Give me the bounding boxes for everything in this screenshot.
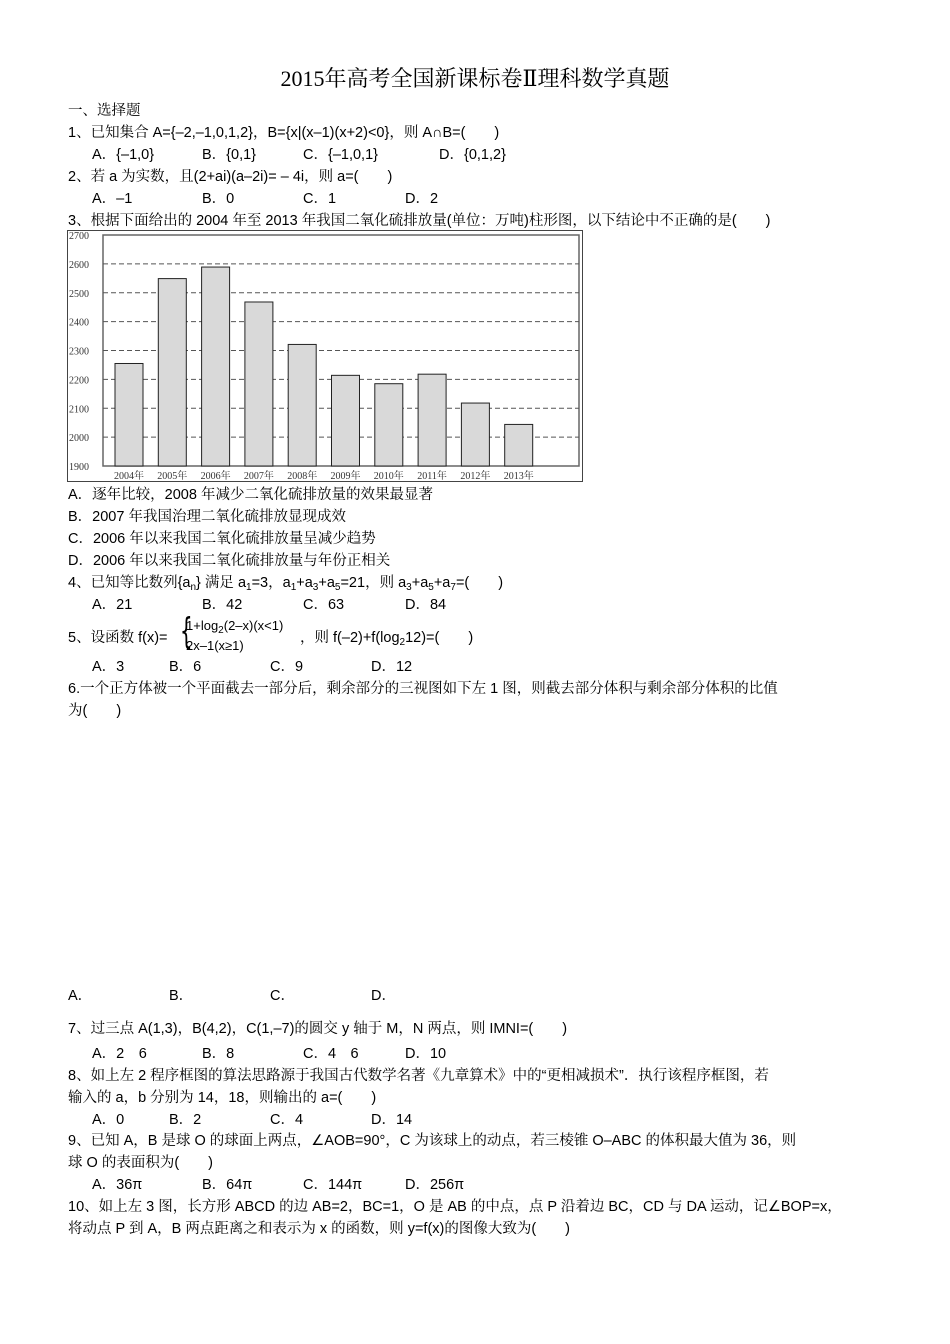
question-5-rest: ，则 $f(-2)+f(\log_212)=$( ) bbox=[300, 630, 474, 648]
q6-option-b: B． bbox=[169, 988, 194, 1004]
q3-option-b: B．2007 年我国治理二氧化硫排放显现成效 bbox=[68, 509, 346, 525]
question-5-prefix: 5、设函数 f(x)= bbox=[68, 630, 168, 646]
q1-option-a: A．{–1,0} bbox=[92, 147, 155, 163]
so2-bar-chart bbox=[67, 230, 583, 482]
q1-option-c: C．{–1,0,1} bbox=[303, 147, 378, 163]
q8-option-d: D．14 bbox=[371, 1112, 413, 1128]
q1-option-d: D．{0,1,2} bbox=[439, 147, 506, 163]
bar-2009年 bbox=[332, 375, 360, 466]
bar-2013年 bbox=[505, 424, 533, 466]
q9-option-d: D．256π bbox=[405, 1177, 465, 1193]
x-tick-label: 2005年 bbox=[157, 471, 188, 482]
y-tick-label: 2500 bbox=[69, 288, 89, 300]
question-4: 4、已知等比数列$\{a_n\}$ 满足 $a_1=3$，$a_1+a_3+a_5=21$，则 $a_3+a_5+a_7=$( ) bbox=[68, 575, 504, 593]
piecewise-brace: { bbox=[180, 611, 193, 652]
y-tick-label: 2000 bbox=[69, 433, 89, 445]
y-tick-label: 2200 bbox=[69, 375, 89, 387]
question-8-line-1: 8、如上左 2 程序框图的算法思路源于我国古代数学名著《九章算术》中的“更相减损术”．执行该程序框图，若 bbox=[68, 1068, 769, 1084]
q8-option-b: B．2 bbox=[169, 1112, 202, 1128]
q1-option-b: B．{0,1} bbox=[202, 147, 257, 163]
q5-option-a: A．3 bbox=[92, 659, 125, 675]
bar-2012年 bbox=[461, 403, 489, 466]
q6-option-d: D． bbox=[371, 988, 396, 1004]
bar-2004年 bbox=[115, 363, 143, 466]
q4-option-b: B．42 bbox=[202, 597, 243, 613]
q2-option-a: A．–1 bbox=[92, 191, 133, 207]
question-9-line-2: 球 O 的表面积为( ) bbox=[68, 1155, 213, 1171]
bar-2007年 bbox=[245, 302, 273, 466]
q4-option-d: D．84 bbox=[405, 597, 447, 613]
x-tick-label: 2007年 bbox=[243, 471, 274, 482]
y-tick-label: 2100 bbox=[69, 404, 89, 416]
y-tick-label: 1900 bbox=[69, 462, 89, 473]
q8-option-c: C．4 bbox=[270, 1112, 304, 1128]
q9-option-b: B．64π bbox=[202, 1177, 253, 1193]
question-1: 1、已知集合 A={–2,–1,0,1,2}，B={x|(x–1)(x+2)<0}，则 A∩B=( ) bbox=[68, 125, 500, 141]
q2-option-d: D．2 bbox=[405, 191, 439, 207]
y-tick-label: 2600 bbox=[69, 259, 89, 271]
q3-option-d: D．2006 年以来我国二氧化硫排放量与年份正相关 bbox=[68, 553, 391, 569]
q5-piece-2: 2x–1(x≥1) bbox=[186, 638, 244, 653]
q5-option-d: D．12 bbox=[371, 659, 413, 675]
q2-option-c: C．1 bbox=[303, 191, 337, 207]
x-tick-label: 2012年 bbox=[460, 471, 491, 482]
q6-option-c: C． bbox=[270, 988, 295, 1004]
x-tick-label: 2010年 bbox=[373, 471, 404, 482]
q7-option-c: C．4 6 bbox=[303, 1046, 359, 1062]
q7-option-d: D．10 bbox=[405, 1046, 447, 1062]
x-tick-label: 2006年 bbox=[200, 471, 231, 482]
x-tick-label: 2013年 bbox=[503, 471, 534, 482]
question-7: 7、过三点 A(1,3)，B(4,2)，C(1,–7)的圆交 y 轴于 M，N 两点，则 IMNI=( ) bbox=[68, 1021, 568, 1037]
q7-option-b: B．8 bbox=[202, 1046, 235, 1062]
question-2: 2、若 a 为实数，且(2+ai)(a–2i)= – 4i，则 a=( ) bbox=[68, 169, 393, 185]
q7-option-a: A．2 6 bbox=[92, 1046, 147, 1062]
bar-2010年 bbox=[375, 384, 403, 466]
q4-option-c: C．63 bbox=[303, 597, 345, 613]
x-tick-label: 2009年 bbox=[330, 471, 361, 482]
question-10-line-2: 将动点 P 到 A，B 两点距离之和表示为 x 的函数，则 y=f(x)的图像大致为( ) bbox=[68, 1221, 571, 1237]
question-8-line-2: 输入的 a，b 分别为 14，18，则输出的 a=( ) bbox=[68, 1090, 377, 1106]
q5-option-c: C．9 bbox=[270, 659, 304, 675]
bar-2011年 bbox=[418, 374, 446, 466]
q6-option-a: A． bbox=[68, 988, 93, 1004]
q2-option-b: B．0 bbox=[202, 191, 235, 207]
bar-2006年 bbox=[202, 267, 230, 466]
question-9-line-1: 9、已知 A，B 是球 O 的球面上两点，∠AOB=90°，C 为该球上的动点，若三棱锥 O–ABC 的体积最大值为 36，则 bbox=[68, 1133, 797, 1149]
question-10-line-1: 10、如上左 3 图，长方形 ABCD 的边 AB=2，BC=1，O 是 AB 的中点，点 P 沿着边 BC，CD 与 DA 运动，记∠BOP=x， bbox=[68, 1199, 842, 1215]
question-6-line-2: 为( ) bbox=[68, 703, 122, 719]
x-tick-label: 2008年 bbox=[287, 471, 318, 482]
section-heading: 一、选择题 bbox=[68, 103, 141, 119]
question-3: 3、根据下面给出的 2004 年至 2013 年我国二氧化硫排放量(单位：万吨)柱形图，以下结论中不正确的是( ) bbox=[68, 213, 771, 229]
q5-piece-1: $1+\log_2(2-x)(x<1)$ bbox=[186, 618, 284, 636]
q3-option-a: A．逐年比较，2008 年减少二氧化硫排放量的效果最显著 bbox=[68, 487, 433, 503]
bar-2008年 bbox=[288, 344, 316, 466]
q4-option-a: A．21 bbox=[92, 597, 133, 613]
question-6-line-1: 6.一个正方体被一个平面截去一部分后，剩余部分的三视图如下左 1 图，则截去部分体积与剩余部分体积的比值 bbox=[68, 681, 778, 697]
y-tick-label: 2700 bbox=[69, 231, 89, 242]
x-tick-label: 2004年 bbox=[114, 471, 144, 482]
q8-option-a: A．0 bbox=[92, 1112, 125, 1128]
q9-option-c: C．144π bbox=[303, 1177, 363, 1193]
q9-option-a: A．36π bbox=[92, 1177, 143, 1193]
q5-option-b: B．6 bbox=[169, 659, 202, 675]
q3-option-c: C．2006 年以来我国二氧化硫排放量呈减少趋势 bbox=[68, 531, 376, 547]
y-tick-label: 2400 bbox=[69, 317, 89, 329]
bar-2005年 bbox=[158, 279, 186, 466]
y-tick-label: 2300 bbox=[69, 346, 89, 358]
x-tick-label: 2011年 bbox=[417, 471, 447, 482]
page-title: 2015年高考全国新课标卷Ⅱ理科数学真题 bbox=[280, 66, 670, 91]
